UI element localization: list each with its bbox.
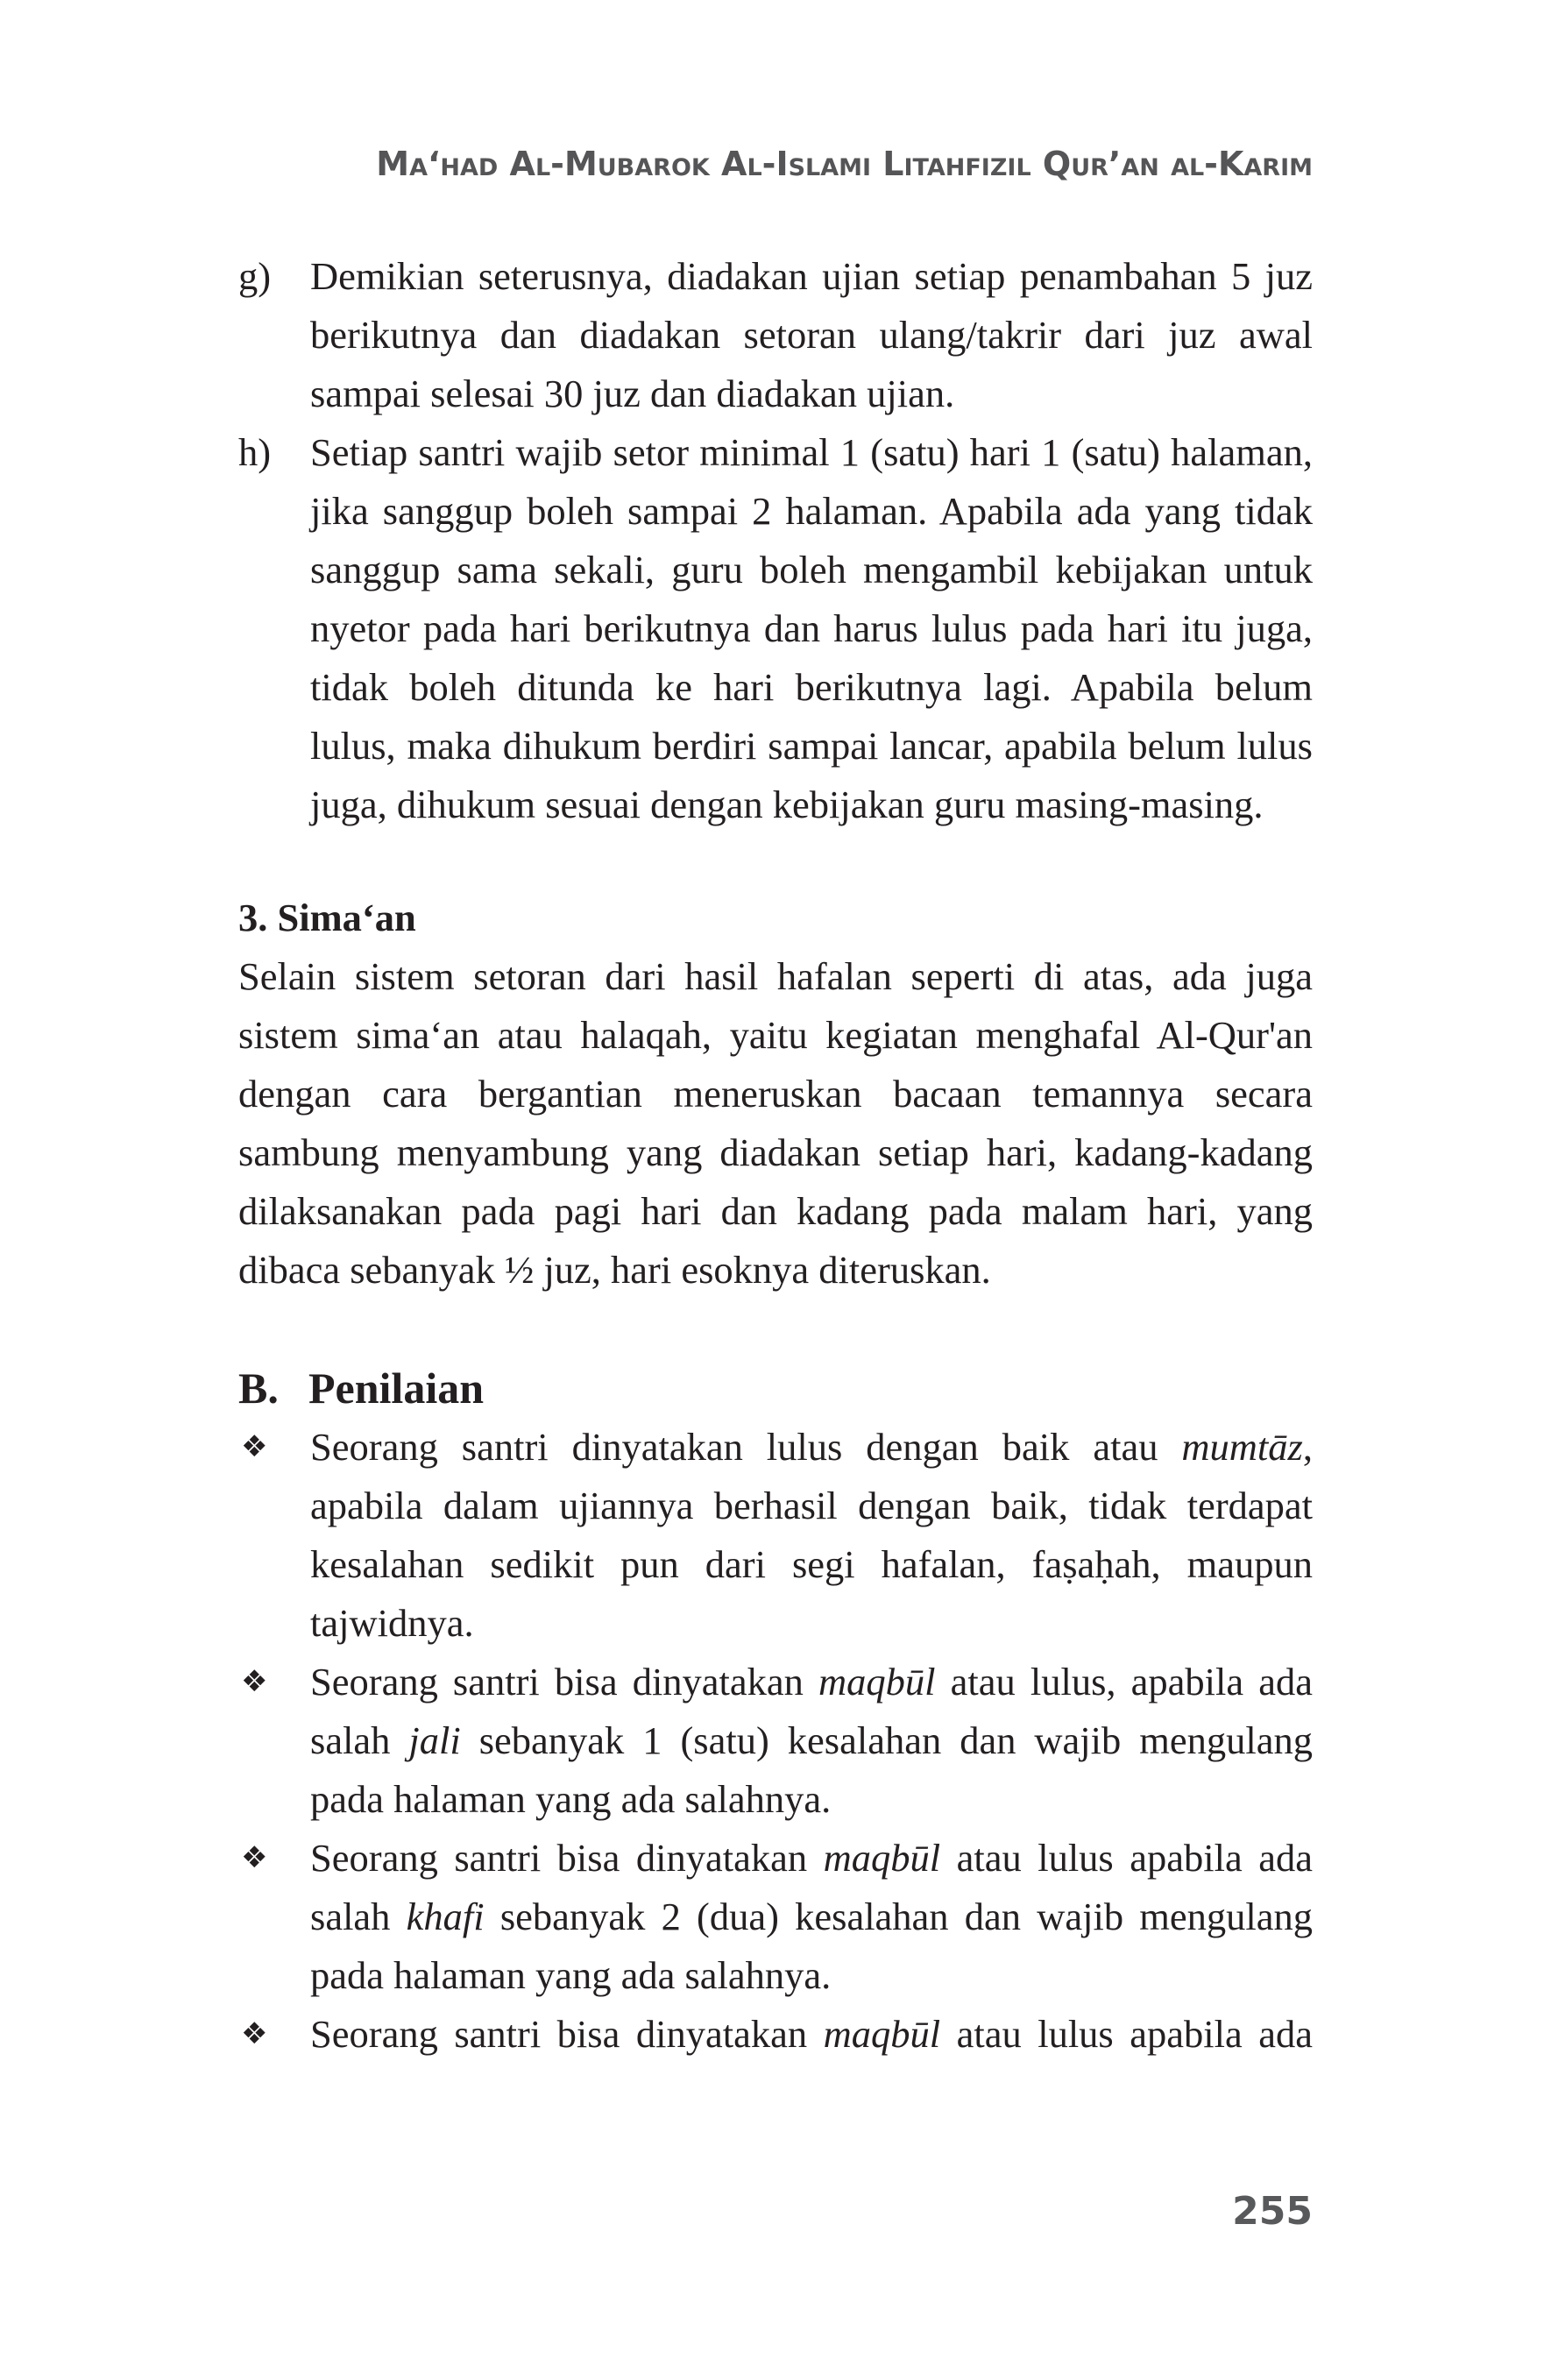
bullet-term: khafi bbox=[406, 1895, 485, 1938]
list-item-h bbox=[238, 423, 1313, 834]
bullet-item bbox=[238, 1418, 1313, 1653]
bullet-term: maqbūl bbox=[818, 1660, 936, 1704]
running-header bbox=[237, 142, 1313, 186]
section-paragraph-simaan: Selain sistem setoran dari hasil hafalan seperti di atas, ada juga sistem sima‘an atau halaqah, yaitu kegiatan menghafal Al-Qur'an dengan cara bergantian meneruskan bacaan temannya secara sambung menyambung yang diadakan setiap hari, kadang-kadang dilaksanakan pada pagi hari dan kadang pada malam hari, yang dibaca sebanyak ½ juz, hari esoknya diteruskan. bbox=[238, 954, 1313, 1292]
bullet-term: jali bbox=[408, 1718, 461, 1762]
bullet-text: atau lulus apabila ada salah bbox=[310, 1836, 1313, 1938]
bullet-text: sebanyak 1 (satu) kesalahan dan wajib mengulang pada halaman yang ada salahnya. bbox=[310, 1718, 1313, 1821]
bullet-text: Seorang santri bisa dinyatakan bbox=[310, 1660, 819, 1704]
section-letter: B. bbox=[238, 1364, 279, 1413]
bullet-text: atau lulus apabila ada bbox=[940, 2012, 1313, 2056]
bullet-term: maqbūl bbox=[823, 1836, 941, 1880]
bullet-text: Seorang santri dinyatakan lulus dengan baik atau bbox=[310, 1425, 1182, 1469]
page-number: 255 bbox=[1232, 2189, 1313, 2234]
list-item-text: Demikian seterusnya, diadakan ujian setiap penambahan 5 juz berikutnya dan diadakan setoran ulang/takrir dari juz awal sampai selesai 30 juz dan diadakan ujian. bbox=[310, 254, 1313, 415]
diamond-bullet-icon: ❖ bbox=[241, 1664, 268, 1699]
bullet-item bbox=[238, 1653, 1313, 1829]
list-item-text: Setiap santri wajib setor minimal 1 (satu) hari 1 (satu) halaman, jika sanggup boleh sampai 2 halaman. Apabila ada yang tidak sanggup sama sekali, guru boleh mengambil kebijakan untuk nyetor pada hari berikutnya dan harus lulus pada hari itu juga, tidak boleh ditunda ke hari berikutnya lagi. Apabila belum lulus, maka dihukum berdiri sampai lancar, apabila belum lulus juga, dihukum sesuai dengan kebijakan guru masing-masing. bbox=[310, 430, 1313, 826]
bullet-text: atau lulus, apabila ada salah bbox=[310, 1660, 1313, 1762]
diamond-bullet-icon: ❖ bbox=[241, 1840, 268, 1875]
bullet-text: Seorang santri bisa dinyatakan bbox=[310, 1836, 824, 1880]
bullet-text: sebanyak 2 (dua) kesalahan dan wajib mengulang pada halaman yang ada salahnya. bbox=[310, 1895, 1313, 1997]
bullet-text: , apabila dalam ujiannya berhasil dengan baik, tidak terdapat kesalahan sedikit pun dari segi hafalan, faṣaḥah, maupun tajwidnya. bbox=[310, 1425, 1313, 1645]
bullet-item bbox=[238, 1829, 1313, 2005]
bullet-term: maqbūl bbox=[823, 2012, 941, 2056]
bullet-item bbox=[238, 2005, 1313, 2064]
diamond-bullet-icon: ❖ bbox=[241, 2016, 268, 2051]
page-body bbox=[238, 247, 1313, 2064]
section-title: Penilaian bbox=[308, 1364, 485, 1413]
list-marker: g) bbox=[238, 254, 272, 298]
section-heading-simaan: 3. Sima‘an bbox=[238, 896, 416, 939]
bullet-text: Seorang santri bisa dinyatakan bbox=[310, 2012, 824, 2056]
bullet-term: mumtāz bbox=[1181, 1425, 1303, 1469]
list-item-g bbox=[238, 247, 1313, 423]
running-title: Ma‘had Al-Mubarok Al-Islami Litahfizil Qur’an al-Karim bbox=[376, 145, 1313, 183]
list-marker: h) bbox=[238, 430, 272, 474]
section-heading-penilaian bbox=[238, 1359, 1313, 1418]
diamond-bullet-icon: ❖ bbox=[241, 1429, 268, 1464]
